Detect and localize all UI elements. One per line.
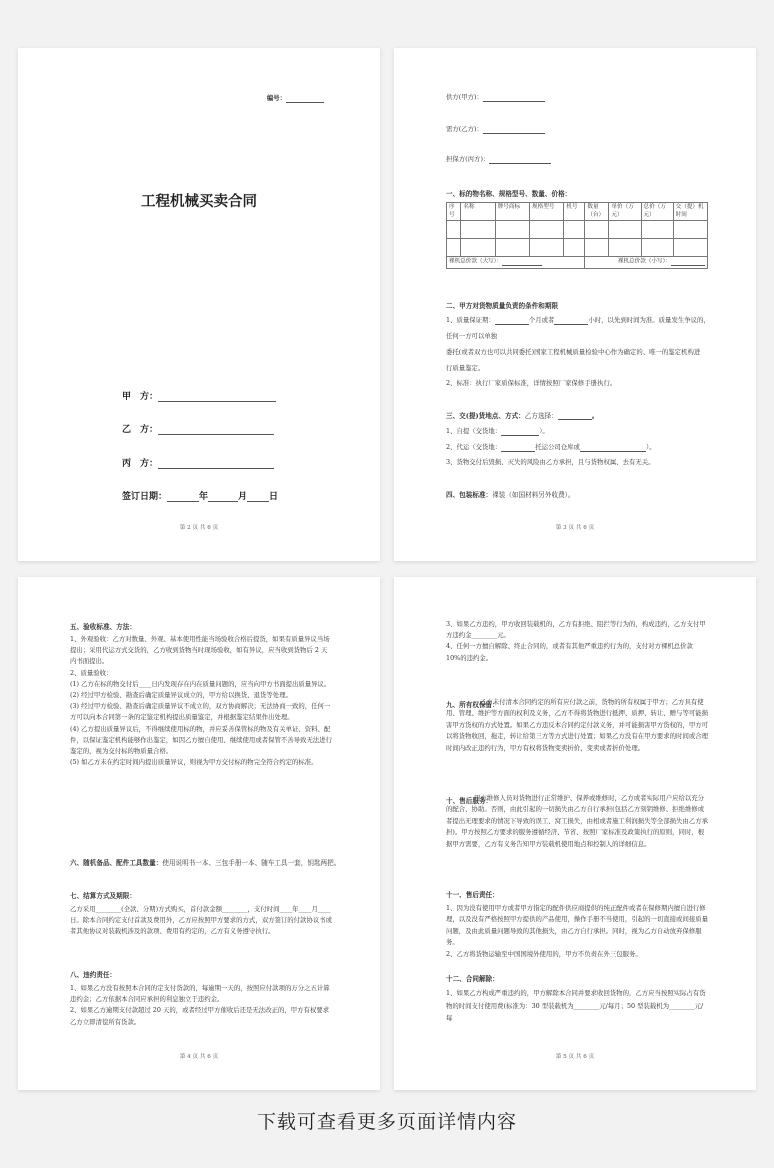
paragraph: 1、如果乙方没有按照本合同的定支付货款的，每逾期一天的，按照应付款项的万分之五计算违约金；乙方依据本合同应承担的利息独立于违约金。 2、如果乙方逾期支付款超过 20 天的，或者经过甲方催收后还是无法改正的，甲方有权要求乙方立即清偿所有货款。 bbox=[70, 984, 330, 1026]
page-footer: 第 3 页 共 6 页 bbox=[555, 525, 595, 531]
table-row bbox=[447, 221, 708, 239]
total-lower-cell: 裸机总价款（小写）： bbox=[585, 257, 708, 269]
party-a-line: 甲 方： bbox=[122, 389, 276, 402]
section-title: 八、违约责任： bbox=[70, 971, 117, 979]
paragraph: 1、质量保证期： 个月或者 小时，以先到时间为准。质量发生争议的， bbox=[446, 316, 710, 324]
sign-date-line: 签订日期： 年 月 日 bbox=[122, 492, 279, 502]
paragraph: 乙方采用________(全款、分期)方式购买，首付款金额________，支付时间____年____月____日。除本合同约定支付首款及费用外，乙方应按照甲方要求的方式，双方签订的付款协议书或者其他协议对装载机涉及的款项、费用有约定的，乙方有义务遵守执行。 bbox=[70, 905, 333, 936]
section-title: 六、随机备品、配件工具数量：使用说明书一本、三包手册一本、随车工具一套，钥匙两把。 bbox=[70, 859, 341, 867]
contract-page-3 bbox=[394, 48, 756, 561]
table-header-cell: 数量（台） bbox=[585, 203, 609, 221]
download-banner-text: 下载可查看更多页面详情内容 bbox=[256, 1111, 517, 1133]
section-title: 三、交(提)货地点、方式：乙方选择： 。 bbox=[446, 412, 599, 420]
page-footer: 第 4 页 共 6 页 bbox=[179, 1054, 219, 1060]
paragraph: 1、因为没有使用甲方或者甲方指定的配件供应商提供的纯正配件或者在保修期内擅自进行修理，以及没有严格按照甲方提供的产品使用，操作手册不当使用，引起的一切直接或间接质量问题，及由此质量问题导致的其他损失，由乙方自行承担。同时，视为乙方自动放弃保修服务。 2、乙方将货物运输至中国国境外使用的，甲方不负责在外三包服务。 bbox=[446, 904, 709, 958]
contract-page-4 bbox=[18, 577, 380, 1090]
paragraph: 行质量鉴定。 bbox=[446, 364, 485, 372]
paragraph: 1、如果乙方构成严重违约的，甲方解除本合同并要求收回货物的，乙方应当按照实际占有货物的时间支付使用费(标准为：30 型装载机为________元/每月；50 型装载机为________元/每 bbox=[446, 989, 706, 1022]
paragraph: 1、外观验收：乙方对数量、外观、基本使用性能当场验收合格后提货，如果有质量异议当场提出；采用代运方式交货的，乙方收到货物当时现场验收，如有异议，应当收到货物后 2 天内书面提出。 2、质量验收： (1) 乙方在标的物交付后____日内发现存在内在质量问题的，应当向甲方书面提出质量异议。 (2) 经过甲方检验、勘查后确定质量异议成立的，甲方给以换货、退货等处理。 (3) 经过甲方检验、勘查后确定质量异议不成立的，双方协商解决；无法协商一致的，任何一方可以向本合同第一条的定鉴定机构提出质量鉴定，并根据鉴定结果作出处理。 (4) 乙方提出质量异议后，不得继续使用标的物，并应妥善保管标的物及有关单证、资料、配件，以保证鉴定机构能够作出鉴定，如因乙方擅自使用、继续使用或者保管不善导致无法进行鉴定的，视为交付标的物质量合格。 (5) 如乙方未在约定时间内提出质量异议，则视为甲方交付标的物完全符合约定的标准。 bbox=[70, 635, 333, 767]
contract-cover-page bbox=[18, 48, 380, 561]
page-footer: 第 2 页 共 6 页 bbox=[179, 525, 219, 531]
contract-title: 工程机械买卖合同 bbox=[141, 194, 257, 210]
section-title: 二、甲方对货物质量负责的条件和期限 bbox=[446, 302, 559, 310]
supplier-line: 供方(甲方)： bbox=[446, 93, 545, 102]
section-title: 九、所有权保留： bbox=[446, 701, 499, 709]
paragraph: 甲方维修人员对货物进行正常维护、保养或维修时，乙方或者实际用户应给以充分的配合、协助。否则，由此引起的一切损失由乙方自行承担(包括乙方刻钥维修、拒绝维修或者提出无理要求的情况下导致的误工、窝工损失，由相或者施工利润损失等全部损失由乙方承担)。甲方按照乙方要求的服务遵循经济、节省、按照厂家标准及政策执行的原则，同时，根据甲方需要，乙方有义务告知甲方装载机使用地点和控制人的详细信息。 bbox=[446, 794, 709, 848]
paragraph: 1、自提（交货地： ）。 bbox=[446, 427, 549, 435]
total-upper-cell: 裸机总价款（大写）： bbox=[447, 257, 585, 269]
page-footer: 第 5 页 共 6 页 bbox=[555, 1054, 595, 1060]
contract-page-5 bbox=[394, 577, 756, 1090]
party-c-line: 丙 方： bbox=[122, 456, 274, 469]
paragraph: 2、代运（交货地： 托运公司仓库或 ）。 bbox=[446, 443, 656, 451]
party-b-line: 乙 方： bbox=[122, 422, 274, 435]
section-title: 七、结算方式及期限： bbox=[70, 892, 136, 900]
paragraph: 任何一方可以单独 bbox=[446, 332, 498, 340]
table-header-cell: 牌号商标 bbox=[495, 203, 529, 221]
contract-number: 编号： bbox=[267, 94, 324, 103]
section-title: 一、标的物名称、规格型号、数量、价格： bbox=[446, 190, 572, 198]
table-header-cell: 名称 bbox=[461, 203, 495, 221]
guarantor-line: 担保方(丙方)： bbox=[446, 155, 551, 164]
table-header-cell: 单价（万元） bbox=[609, 203, 641, 221]
table-header-cell: 序号 bbox=[447, 203, 461, 221]
table-header-row bbox=[447, 203, 708, 221]
table-header-cell: 总价（万元） bbox=[641, 203, 673, 221]
section-title: 十、售后服务： bbox=[446, 797, 493, 805]
paragraph: 3、如果乙方违约，甲方收回装载机的，乙方有拒绝、阻拦等行为的，构成违约，乙方支付甲方违约金________元。 4、任何一方擅自解除、终止合同的，或者有其他严重违约行为的，支付对方裸机总价款 10%的违约金。 bbox=[446, 620, 706, 662]
table-total-row bbox=[447, 257, 708, 269]
section-title: 五、验收标准、方法： bbox=[70, 623, 136, 631]
table-header-cell: 规格型号 bbox=[530, 203, 564, 221]
table-row bbox=[447, 239, 708, 257]
paragraph: 3、货物交付后毁损、灭失的风险由乙方承担，且与货物权属、去有无关。 bbox=[446, 458, 655, 466]
buyer-line: 需方(乙方)： bbox=[446, 125, 545, 134]
paragraph: 2、标准：执行厂家质保标准，详情按照厂家保修手册执行。 bbox=[446, 379, 617, 387]
section-title: 十二、合同解除： bbox=[446, 975, 499, 983]
section-title: 四、包装标准：裸装（如国材料另外收费）。 bbox=[446, 491, 575, 499]
section-title: 十一、售后责任： bbox=[446, 891, 499, 899]
table-header-cell: 机号 bbox=[564, 203, 585, 221]
paragraph: 委托(或者双方也可以共同委托)国家工程机械质量检验中心作为确定的、唯一的鉴定机构进 bbox=[446, 348, 701, 356]
paragraph: 乙方未付清本合同约定的所有应付款之前，货物的所有权属于甲方；乙方具有使用、管理、维护等方面的权利及义务，乙方不得将货物进行抵押、质押、转让、赠与等可能损害甲方货权的方式处置。如果乙方违反本合同约定付款义务，并可能损害甲方货权的，甲方可以将货物收回，拖走，转让给第三方等方式进行处置；如果乙方没有在甲方要求的时间或合理时间内改正违约行为，甲方有权将货物变卖折价，变卖或者折价处理。 bbox=[446, 698, 709, 752]
table-header-cell: 交（提）机时间 bbox=[673, 203, 707, 221]
goods-table bbox=[446, 202, 708, 269]
